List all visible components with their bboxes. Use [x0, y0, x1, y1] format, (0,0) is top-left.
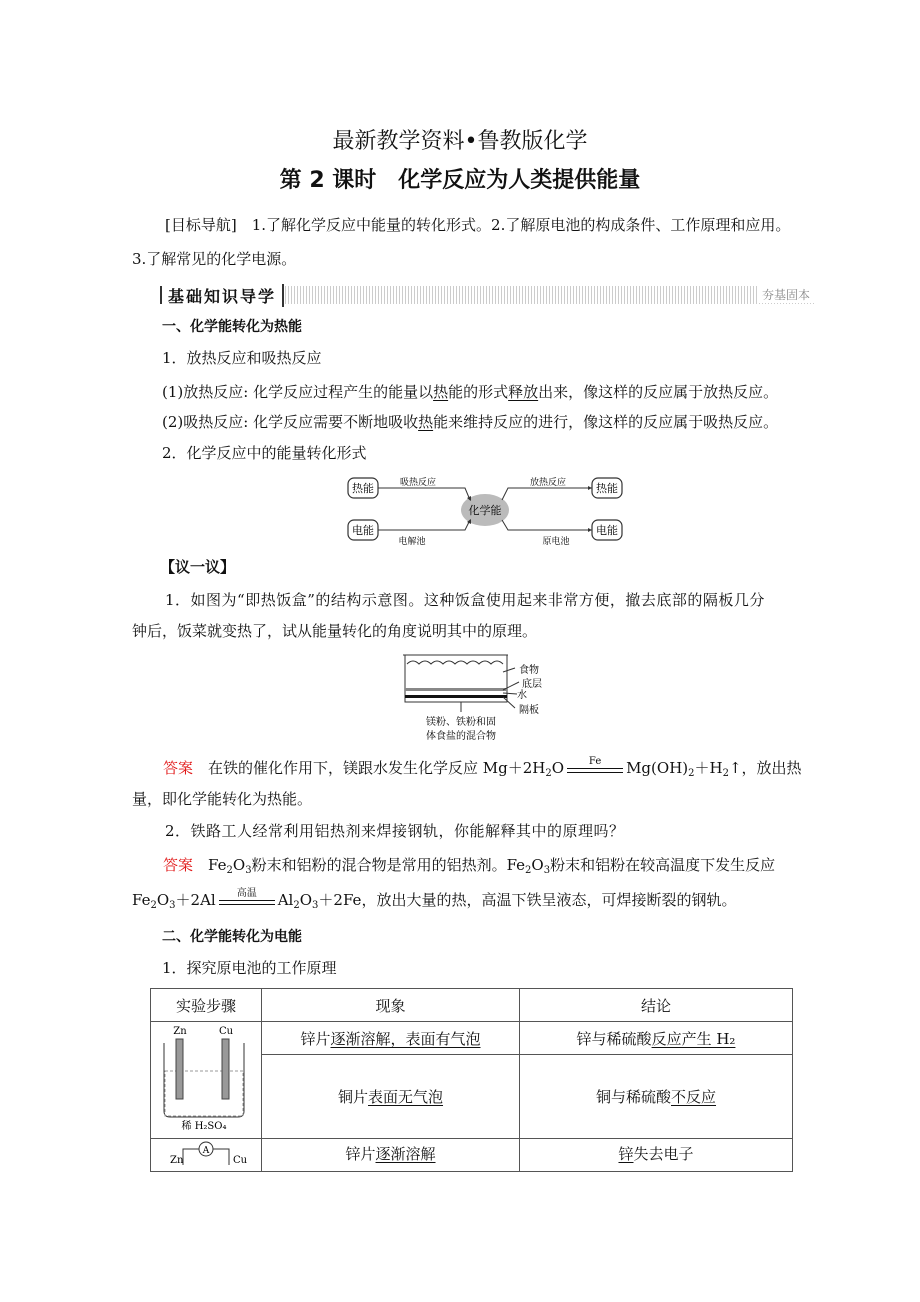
- goals-text: 1.了解化学反应中能量的转化形式。2.了解原电池的构成条件、工作原理和应用。: [251, 216, 791, 234]
- subheading-part2: 1．探究原电池的工作原理: [162, 959, 337, 977]
- label-water: 水: [517, 690, 527, 701]
- experiment-table: [150, 988, 793, 1172]
- answer2-line1: 答案 $Fe_2O_3$粉末和铝粉的混合物是常用的铝热剂。$Fe_2O_3$粉末和铝粉在较高温度下发生反应: [163, 856, 776, 876]
- label-chemical: 化学能: [468, 504, 502, 517]
- label-cu: Cu: [233, 1155, 248, 1166]
- answer2-line2: $Fe_2O_3+2Al$ 高温 $Al_2O_3+2Fe$，放出大量的热，高温下铁呈液态，可焊接断裂的钢轨。: [132, 890, 736, 910]
- equation-arrow: [219, 888, 275, 908]
- label-electric-right: 电能: [596, 524, 618, 537]
- arrow-label: 吸热反应: [399, 478, 437, 488]
- subheading-1: 1．放热反应和吸热反应: [162, 349, 322, 367]
- label-mix: 体食盐的混合物: [426, 731, 496, 742]
- blank-answer: 锌: [618, 1145, 634, 1163]
- blank-answer: 逐渐溶解: [375, 1145, 436, 1163]
- label-mix: 镁粉、铁粉和固: [426, 717, 496, 728]
- question1-line2: 钟后，饭菜就变热了，试从能量转化的角度说明其中的原理。: [132, 622, 538, 640]
- answer-label: 答案: [163, 759, 194, 777]
- cell-con: [520, 1139, 793, 1172]
- answer-label: 答案: [163, 856, 194, 874]
- text: 铜片: [337, 1088, 368, 1106]
- section-label: 基础知识导学: [162, 284, 284, 307]
- text: 失去电子: [633, 1145, 694, 1163]
- label-ammeter: A: [202, 1146, 210, 1156]
- text: 出来，像这样的反应属于放热反应。: [538, 383, 779, 401]
- text: ，放出热: [741, 759, 802, 777]
- table-row: [151, 1022, 793, 1055]
- doc-title: 最新教学资料•鲁教版化学: [332, 129, 588, 154]
- blank-answer: 表面无气泡: [368, 1088, 444, 1106]
- blank-answer: 释放: [508, 383, 539, 401]
- section-tag: 夯基固本: [758, 286, 814, 303]
- blank-answer: 反应产生 H₂: [651, 1029, 736, 1048]
- blank-answer: 热: [418, 413, 434, 431]
- text: ，放出大量的热，高温下铁呈液态，可焊接断裂的钢轨。: [361, 891, 737, 909]
- text: 锌片: [300, 1029, 331, 1048]
- subheading-2: 2．化学反应中的能量转化形式: [162, 444, 367, 462]
- label-heat-right: 热能: [596, 482, 618, 495]
- text: 铜与稀硫酸: [595, 1088, 671, 1106]
- text: Fe: [208, 856, 227, 874]
- label-cu: Cu: [218, 1026, 234, 1037]
- text: 粉末和铝粉在较高温度下发生反应: [550, 856, 776, 874]
- cell-obs: [262, 1139, 520, 1172]
- cell-con: [520, 1022, 793, 1055]
- answer1-line1: 答案 在铁的催化作用下，镁跟水发生化学反应 $Mg+2H_2O$ Fe $Mg(OH)_2+H_2↑$，放出热: [163, 758, 802, 778]
- text: 锌与稀硫酸: [576, 1029, 652, 1048]
- text: (2)吸热反应: 化学反应需要不断地吸收: [162, 413, 419, 431]
- label-food: 食物: [519, 665, 539, 676]
- label-plate: 隔板: [519, 705, 539, 716]
- heading-part2: 二、化学能转化为电能: [162, 929, 302, 945]
- paragraph-exothermic: [162, 382, 778, 402]
- question1-line1: 1．如图为“即热饭盒”的结构示意图。这种饭盒使用起来非常方便，撤去底部的隔板几分: [165, 591, 765, 609]
- question2: 2．铁路工人经常利用铝热剂来焊接钢轨，你能解释其中的原理吗？: [165, 822, 625, 840]
- table-row: [151, 1139, 793, 1172]
- label-electric-left: 电能: [352, 524, 374, 537]
- label-bottom: 底层: [522, 679, 542, 690]
- beaker-figure-cell: [151, 1022, 262, 1139]
- text: 在铁的催化作用下，镁跟水发生化学反应 Mg＋2H: [208, 759, 546, 777]
- goals-label: [目标导航]: [165, 216, 237, 234]
- condition: 高温: [236, 888, 257, 899]
- arrow-label: 电解池: [398, 537, 426, 547]
- condition: Fe: [588, 756, 602, 767]
- col-header-phenomenon: 现象: [262, 989, 520, 1022]
- heading-part1: 一、化学能转化为热能: [162, 319, 302, 335]
- lunchbox-figure: [395, 650, 595, 742]
- cell-con: [520, 1055, 793, 1139]
- col-header-conclusion: 结论: [520, 989, 793, 1022]
- blank-answer: 逐渐溶解，表面有气泡: [330, 1029, 481, 1048]
- text: 能的形式: [448, 383, 509, 401]
- galvanic-figure-cell: [151, 1139, 262, 1172]
- beaker-figure: [156, 1023, 256, 1133]
- arrow-label: 原电池: [542, 537, 570, 547]
- cell-obs: [262, 1022, 520, 1055]
- cell-obs: [262, 1055, 520, 1139]
- galvanic-figure: [156, 1139, 256, 1167]
- blank-answer: 热: [433, 383, 449, 401]
- text: 锌片: [345, 1145, 376, 1163]
- arrow-label: 放热反应: [529, 478, 567, 488]
- text: (1)放热反应: 化学反应过程产生的能量以: [162, 383, 434, 401]
- section-bar: [160, 286, 814, 304]
- lesson-title: 第 2 课时 化学反应为人类提供能量: [279, 168, 641, 193]
- label-zn: Zn: [170, 1155, 184, 1166]
- label-zn: Zn: [173, 1026, 187, 1037]
- energy-conversion-diagram: [340, 472, 630, 548]
- col-header-steps: 实验步骤: [151, 989, 262, 1022]
- text: 能来维持反应的进行，像这样的反应属于吸热反应。: [433, 413, 779, 431]
- goals-line1: [165, 215, 790, 235]
- answer1-line2: 量，即化学能转化为热能。: [132, 790, 313, 808]
- discuss-heading: 【议一议】: [160, 558, 236, 576]
- text: 粉末和铝粉的混合物是常用的铝热剂。Fe: [251, 856, 526, 874]
- equation-arrow: [567, 756, 623, 776]
- paragraph-endothermic: [162, 412, 778, 432]
- blank-answer: 不反应: [671, 1088, 717, 1106]
- label-acid: 稀 H₂SO₄: [181, 1121, 227, 1132]
- label-heat-left: 热能: [352, 482, 374, 495]
- goals-line2: 3.了解常见的化学电源。: [132, 250, 297, 268]
